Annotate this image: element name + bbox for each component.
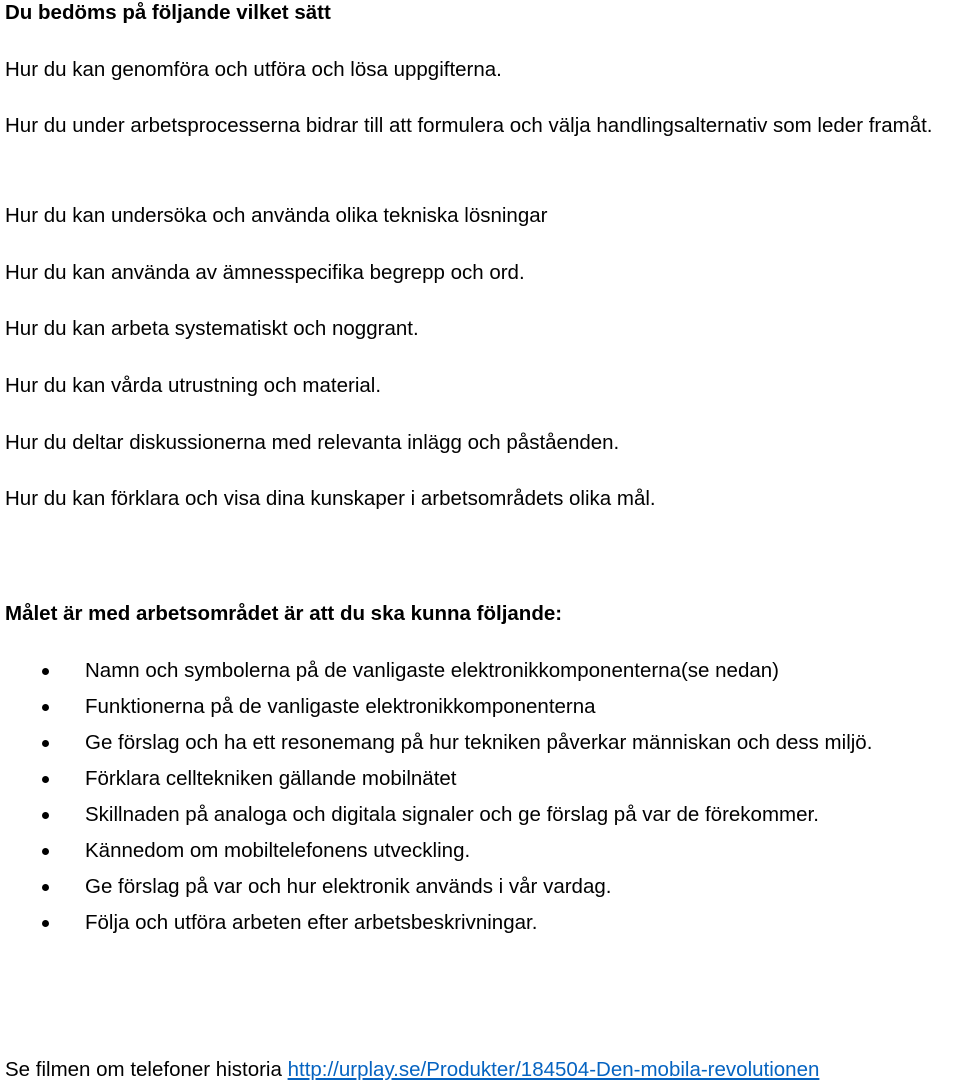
goal-text: Funktionerna på de vanligaste elektronikkomponenterna <box>85 695 596 718</box>
criteria-item: Hur du kan undersöka och använda olika tekniska lösningar <box>5 204 548 227</box>
bullet-dot <box>42 884 49 891</box>
criteria-item: Hur du kan arbeta systematiskt och noggrant. <box>5 317 419 340</box>
bullet-dot <box>42 740 49 747</box>
goal-text: Namn och symbolerna på de vanligaste elektronikkomponenterna(se nedan) <box>85 659 779 682</box>
bullet-dot <box>42 920 49 927</box>
bullet-dot <box>42 668 49 675</box>
goal-text: Ge förslag och ha ett resonemang på hur tekniken påverkar människan och dess miljö. <box>85 731 873 754</box>
goal-text: Ge förslag på var och hur elektronik används i vår vardag. <box>85 875 612 898</box>
criteria-item: Hur du kan använda av ämnesspecifika begrepp och ord. <box>5 261 525 284</box>
criteria-item: Hur du kan vårda utrustning och material. <box>5 374 382 397</box>
goal-text: Förklara celltekniken gällande mobilnätet <box>85 767 457 790</box>
criteria-item: Hur du kan förklara och visa dina kunskaper i arbetsområdets olika mål. <box>5 487 656 510</box>
goal-text: Skillnaden på analoga och digitala signaler och ge förslag på var de förekommer. <box>85 803 819 826</box>
bullet-dot <box>42 812 49 819</box>
bullet-dot <box>42 704 49 711</box>
footer-line <box>5 1057 819 1083</box>
criteria-item: Hur du under arbetsprocesserna bidrar till att formulera och välja handlingsalternativ som leder framåt. <box>5 114 933 137</box>
criteria-item: Hur du kan genomföra och utföra och lösa uppgifterna. <box>5 58 502 81</box>
heading-goals: Målet är med arbetsområdet är att du ska kunna följande: <box>5 602 563 625</box>
bullet-dot <box>42 848 49 855</box>
goal-text: Följa och utföra arbeten efter arbetsbeskrivningar. <box>85 911 538 934</box>
heading-assessment: Du bedöms på följande vilket sätt <box>5 1 331 24</box>
bullet-dot <box>42 776 49 783</box>
criteria-item: Hur du deltar diskussionerna med relevanta inlägg och påståenden. <box>5 431 620 454</box>
footer-text: Se filmen om telefoner historia <box>5 1058 282 1081</box>
film-link[interactable]: http://urplay.se/Produkter/184504-Den-mobila-revolutionen <box>287 1058 820 1081</box>
goal-text: Kännedom om mobiltelefonens utveckling. <box>85 839 471 862</box>
